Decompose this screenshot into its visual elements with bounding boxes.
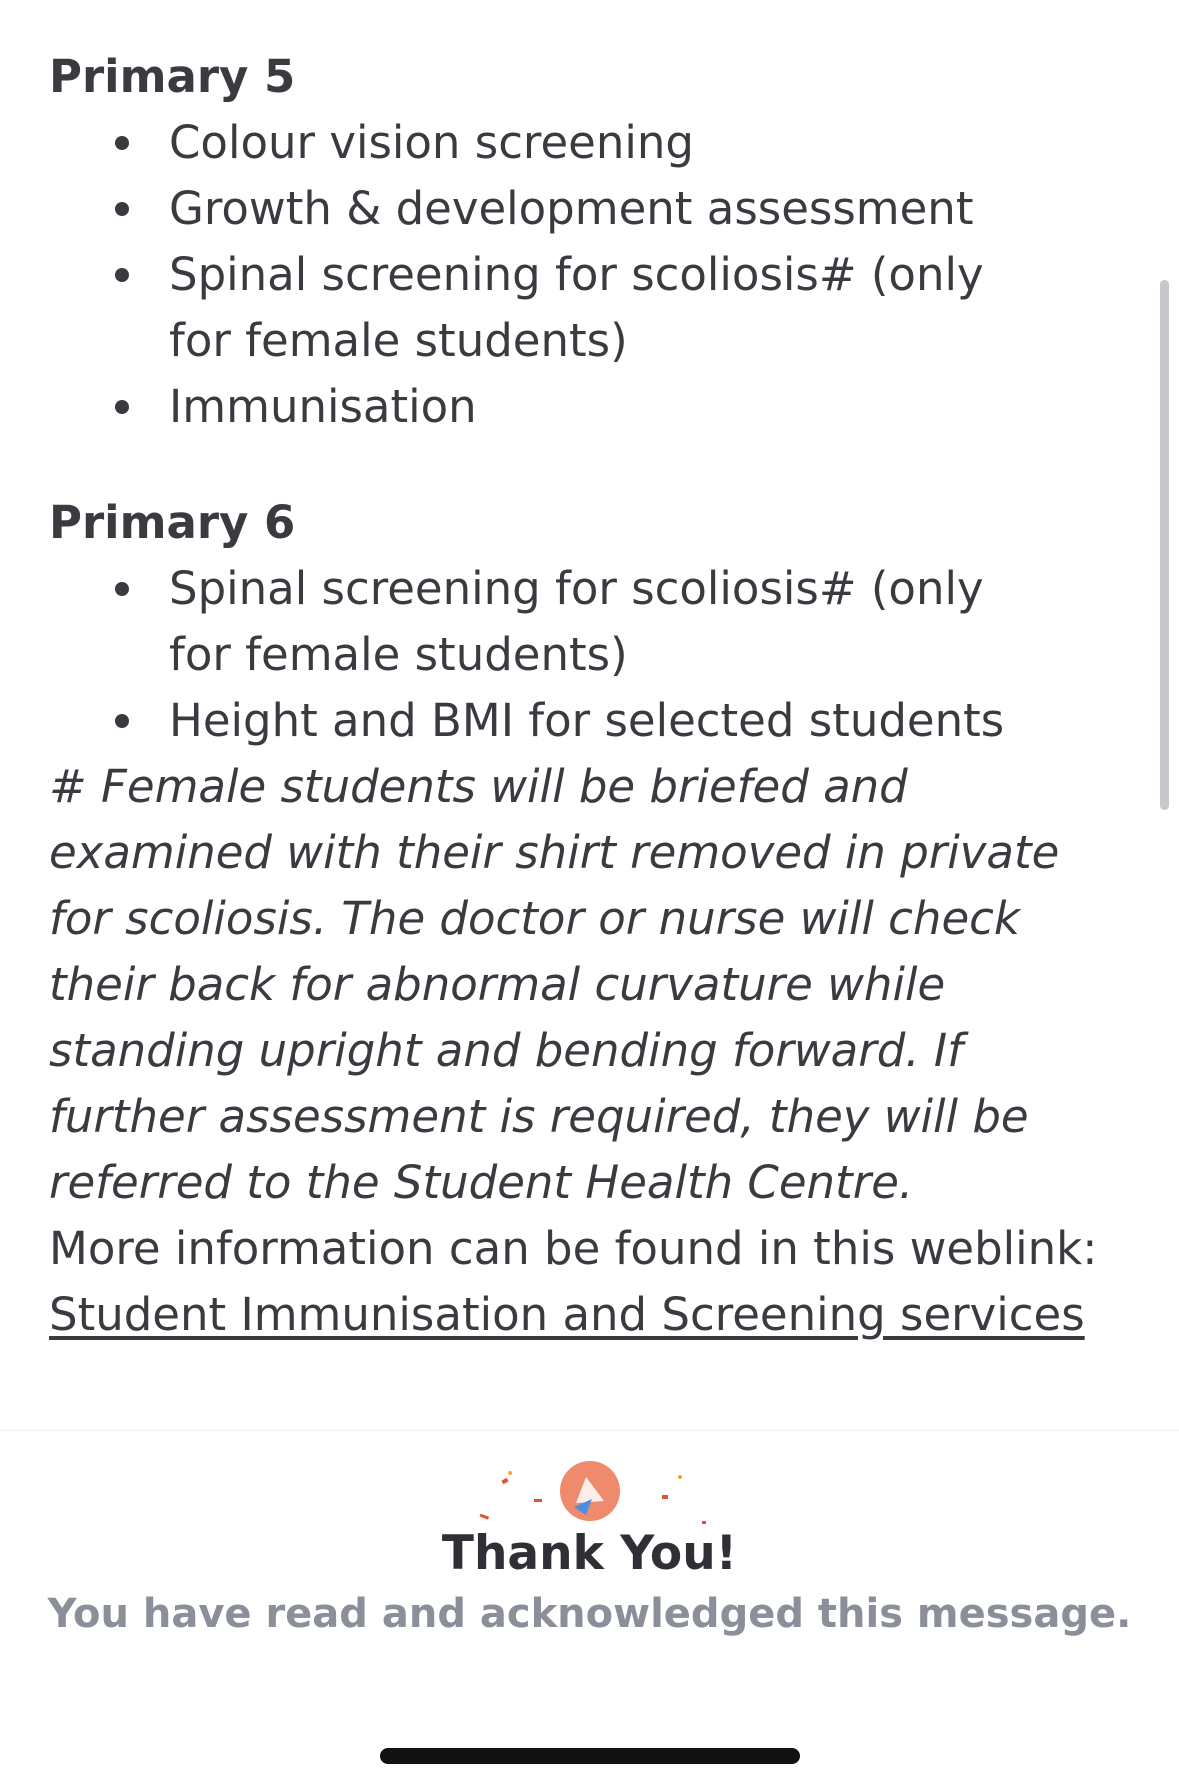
bullet-icon (115, 582, 129, 596)
section-title: Primary 6 (49, 496, 296, 549)
screening-services-link[interactable]: Student Immunisation and Screening services (49, 1288, 1085, 1341)
section-spacer (49, 440, 1109, 490)
bullet-icon (115, 136, 129, 150)
acknowledgement-footer (0, 1430, 1179, 1790)
thank-you-title: Thank You! (441, 1526, 738, 1581)
list-item: Colour vision screening (49, 110, 1109, 176)
bullet-icon (115, 202, 129, 216)
list-item: Spinal screening for scoliosis# (only for female students) (49, 242, 1109, 374)
list-item: Immunisation (49, 374, 1109, 440)
list-item: Spinal screening for scoliosis# (only for female students) (49, 556, 1109, 688)
list-item: Growth & development assessment (49, 176, 1109, 242)
message-body (49, 44, 1109, 1348)
scrollbar[interactable] (1160, 280, 1169, 810)
section-title: Primary 5 (49, 50, 296, 103)
section-primary-6 (49, 490, 1109, 754)
home-indicator[interactable] (380, 1748, 800, 1764)
bullet-list (49, 110, 1109, 440)
bullet-icon (115, 714, 129, 728)
bullet-list (49, 556, 1109, 754)
scoliosis-note: # Female students will be briefed and examined with their shirt removed in private for scoliosis. The doctor or nurse will check their back for abnormal curvature while standing upright and bending forward. If further assessment is required, they will be referred to the Student Health Centre. (49, 760, 1060, 1209)
party-popper-icon (440, 1451, 740, 1531)
bullet-icon (115, 400, 129, 414)
bullet-icon (115, 268, 129, 282)
more-info-text: More information can be found in this weblink: (49, 1222, 1098, 1275)
acknowledged-message: You have read and acknowledged this message. (47, 1591, 1132, 1637)
section-primary-5 (49, 44, 1109, 440)
list-item: Height and BMI for selected students (49, 688, 1109, 754)
